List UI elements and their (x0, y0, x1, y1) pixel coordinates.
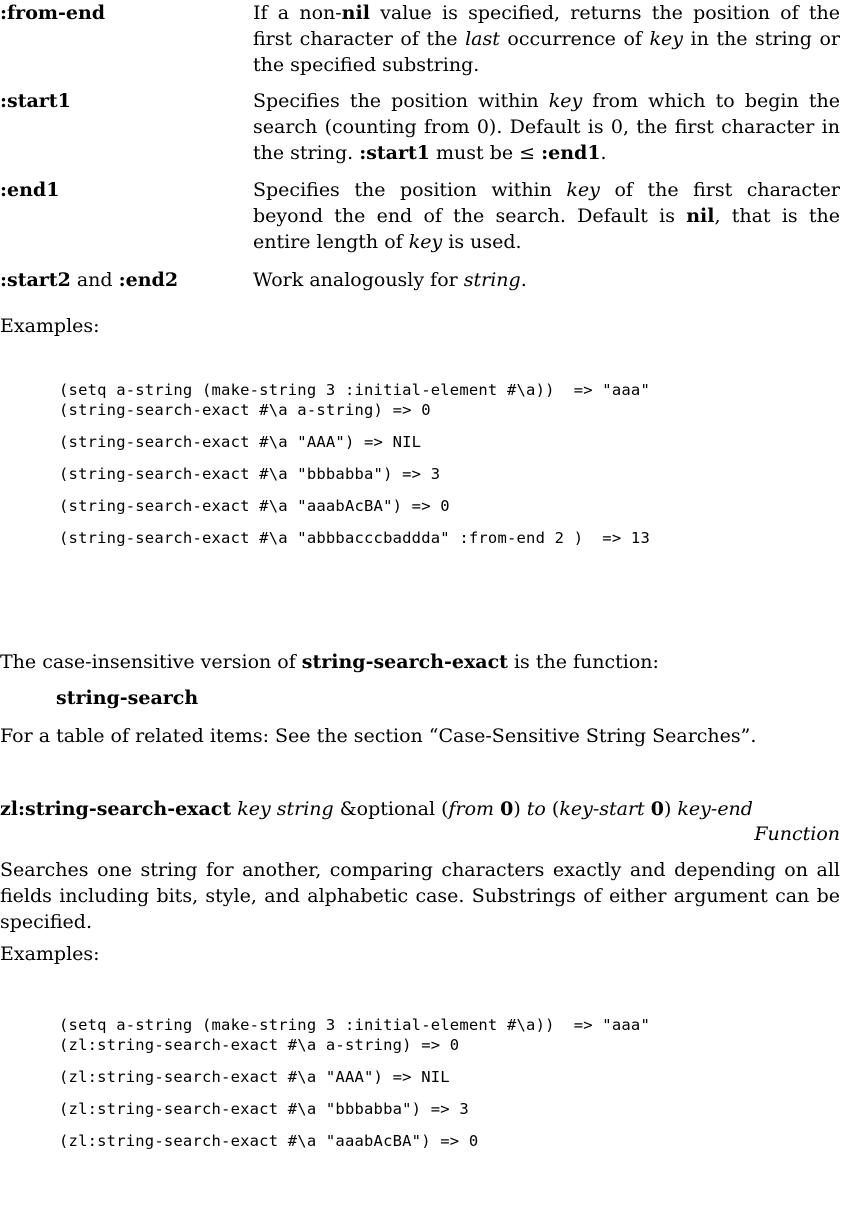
code-line: (setq a-string (make-string 3 :initial-element #\a)) => "aaa" (59, 1016, 650, 1034)
desc-start1: Specifies the position within key from which to begin the search (counting from 0). Default is 0, the first character in the string. :start1 must be ≤ :end1. (253, 90, 840, 164)
zl-entry-args: key string &optional (from 0) to (key-start 0) key-end (231, 798, 753, 820)
code-line (59, 1119, 650, 1131)
term-end1: :end1 (0, 179, 60, 201)
desc-from-end: If a non-nil value is specified, returns the position of the first character of the last occurrence of key in the string or the specified substring. (253, 2, 841, 76)
code-line: (zl:string-search-exact #\a a-string) => 0 (59, 1036, 460, 1054)
code-line (59, 1055, 650, 1067)
code-line (59, 420, 650, 432)
code-block-2 (59, 1015, 650, 1151)
note-func: string-search-exact (301, 651, 508, 673)
case-insensitive-target: string-search (56, 687, 199, 709)
code-line (59, 1087, 650, 1099)
code-line (59, 452, 650, 464)
desc-start2-end2: Work analogously for string. (253, 269, 527, 291)
code-line: (setq a-string (make-string 3 :initial-element #\a)) => "aaa" (59, 381, 650, 399)
code-line: (string-search-exact #\a "abbbacccbaddda" :from-end 2 ) => 13 (59, 529, 650, 547)
desc-end1: Specifies the position within key of the first character beyond the end of the search. Default is nil, that is the entire length of key is used. (253, 179, 840, 253)
related-items: For a table of related items: See the section “Case-Sensitive String Searches”. (0, 725, 757, 747)
code-line: (string-search-exact #\a "AAA") => NIL (59, 433, 422, 451)
examples-label-1: Examples: (0, 315, 100, 337)
code-line: (string-search-exact #\a "bbbabba") => 3 (59, 465, 441, 483)
term-from-end: :from-end (0, 2, 106, 24)
term-start2: :start2 (0, 269, 71, 291)
note-prefix: The case-insensitive version of (0, 651, 302, 673)
term-start1: :start1 (0, 90, 71, 112)
code-line: (zl:string-search-exact #\a "AAA") => NIL (59, 1068, 450, 1086)
zl-description: Searches one string for another, comparing characters exactly and depending on all fields including bits, style, and alphabetic case. Substrings of either argument can be specified. (0, 859, 840, 933)
code-line: (zl:string-search-exact #\a "aaabAcBA") => 0 (59, 1132, 479, 1150)
term-end2: :end2 (118, 269, 179, 291)
code-line: (string-search-exact #\a "aaabAcBA") => 0 (59, 497, 450, 515)
code-line (59, 484, 650, 496)
zl-entry-name: zl:string-search-exact (0, 798, 232, 820)
examples-label-2: Examples: (0, 943, 100, 965)
zl-entry-kind: Function (754, 823, 840, 845)
zl-entry-signature (0, 796, 840, 822)
code-line: (zl:string-search-exact #\a "bbbabba") => 3 (59, 1100, 469, 1118)
case-insensitive-note (0, 649, 840, 675)
note-suffix: is the function: (507, 651, 659, 673)
term-start2-end2 (0, 267, 178, 293)
code-line (59, 516, 650, 528)
code-block-1 (59, 380, 650, 548)
term-and: and (70, 269, 119, 291)
code-line: (string-search-exact #\a a-string) => 0 (59, 401, 431, 419)
